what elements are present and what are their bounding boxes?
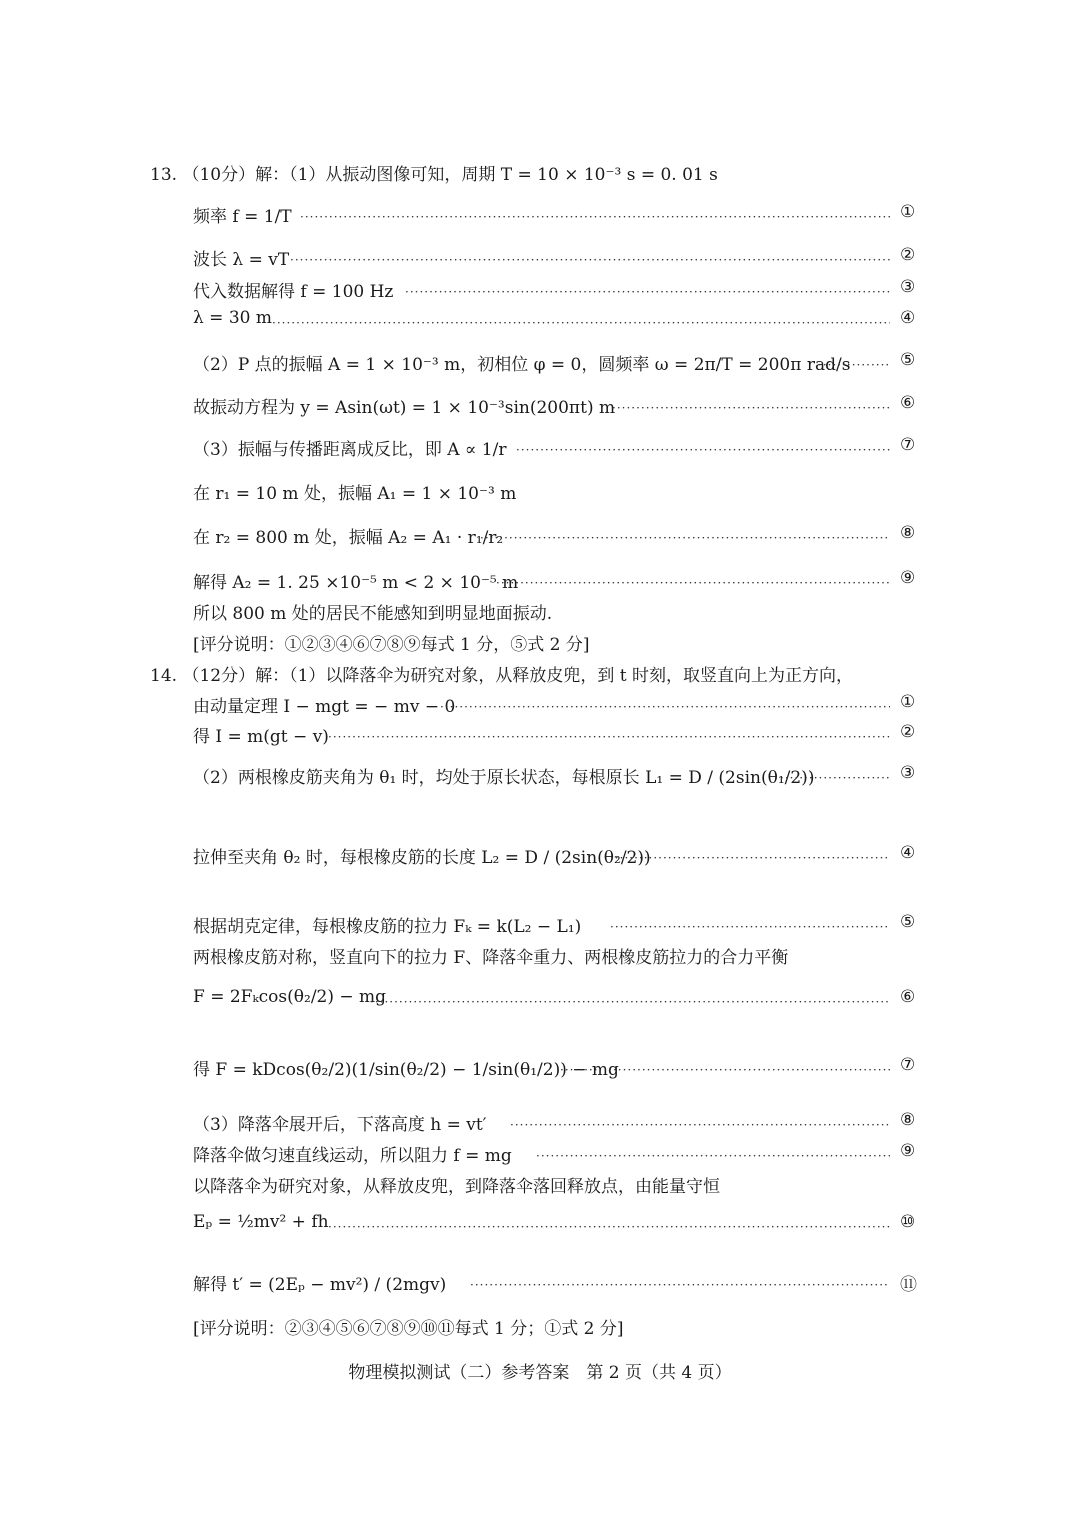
- eq-mark-4: ④: [900, 308, 916, 328]
- q14-line-9: [0, 1110, 1080, 1144]
- q13-header: [0, 160, 1080, 194]
- eq-mark-2b: ②: [900, 722, 916, 742]
- q13-line-7-text: （3）振幅与传播距离成反比，即 A ∝ 1/r: [193, 440, 507, 460]
- leader-dots: [405, 287, 890, 297]
- eq-mark-5: ⑤: [900, 350, 916, 370]
- q13-line-1-text: 频率 f = 1/T: [193, 207, 292, 227]
- leader-dots: [300, 212, 890, 222]
- eq-mark-3b: ③: [900, 763, 916, 783]
- eq-mark-7: ⑦: [900, 435, 916, 455]
- q13-line-6: [0, 393, 1080, 427]
- eq-mark-6: ⑥: [900, 393, 916, 413]
- q14-line-1: [0, 692, 1080, 726]
- q14-line-11-text: 以降落伞为研究对象，从释放皮兜，到降落伞落回释放点，由能量守恒: [193, 1177, 720, 1197]
- q14-line-7: [0, 987, 1080, 1021]
- leader-dots: [328, 732, 890, 742]
- q14-line-11: [0, 1172, 1080, 1206]
- q14-line-6-text: 两根橡皮筋对称，竖直向下的拉力 F、降落伞重力、两根橡皮筋拉力的合力平衡: [193, 948, 789, 968]
- eq-mark-10: ⑩: [900, 1212, 916, 1232]
- q14-scoring-note-text: [评分说明：②③④⑤⑥⑦⑧⑨⑩⑪每式 1 分；①式 2 分]: [193, 1319, 624, 1339]
- q14-line-10: [0, 1141, 1080, 1175]
- q13-line-9: [0, 523, 1080, 557]
- q14-line-12-text: Eₚ = ½mv² + fh: [193, 1212, 329, 1232]
- eq-mark-5b: ⑤: [900, 912, 916, 932]
- q14-line-4-text: 拉伸至夹角 θ₂ 时，每根橡皮筋的长度 L₂ = D / (2sin(θ₂/2)): [193, 848, 651, 868]
- leader-dots: [610, 853, 890, 863]
- q14-line-4: [0, 843, 1080, 877]
- q13-line-5: [0, 350, 1080, 384]
- q14-line-3-text: （2）两根橡皮筋夹角为 θ₁ 时，均处于原长状态，每根原长 L₁ = D / (2sin(θ₁/2)): [193, 768, 815, 788]
- leader-dots: [470, 1280, 890, 1290]
- leader-dots: [510, 1120, 890, 1130]
- q13-line-4-text: λ = 30 m: [193, 308, 272, 328]
- q13-header-text: 13. （10分）解：（1）从振动图像可知，周期 T = 10 × 10⁻³ s = 0. 01 s: [150, 165, 718, 185]
- eq-mark-11: ⑪: [900, 1275, 917, 1295]
- q13-line-8: [0, 479, 1080, 513]
- eq-mark-9: ⑨: [900, 568, 916, 588]
- q13-line-9-text: 在 r₂ = 800 m 处，振幅 A₂ = A₁ · r₁/r₂: [193, 528, 504, 548]
- q14-line-2-text: 得 I = m(gt − v): [193, 727, 329, 747]
- page-footer: 物理模拟测试（二）参考答案 第 2 页（共 4 页）: [348, 1363, 732, 1383]
- q13-line-2: [0, 245, 1080, 279]
- q13-line-10-text: 解得 A₂ = 1. 25 ×10⁻⁵ m < 2 × 10⁻⁵ m: [193, 573, 519, 593]
- q14-line-12: [0, 1212, 1080, 1246]
- q14-header-text: 14. （12分）解：（1）以降落伞为研究对象，从释放皮兜，到 t 时刻，取竖直向上为正方向，: [150, 666, 854, 686]
- leader-dots: [560, 1065, 890, 1075]
- q14-line-1-text: 由动量定理 I − mgt = − mv − 0: [193, 697, 456, 717]
- eq-mark-4b: ④: [900, 843, 916, 863]
- q14-line-8-text: 得 F = kDcos(θ₂/2)(1/sin(θ₂/2) − 1/sin(θ₁/2)) − mg: [193, 1060, 619, 1080]
- q13-line-2-text: 波长 λ = vT: [193, 250, 290, 270]
- leader-dots: [516, 445, 890, 455]
- eq-mark-1b: ①: [900, 692, 916, 712]
- leader-dots: [780, 773, 890, 783]
- q14-line-5: [0, 912, 1080, 946]
- q13-scoring-note: [0, 630, 1080, 664]
- q14-header: [0, 661, 1080, 695]
- q13-line-8-text: 在 r₁ = 10 m 处，振幅 A₁ = 1 × 10⁻³ m: [193, 484, 517, 504]
- q13-line-1: [0, 202, 1080, 236]
- leader-dots: [370, 997, 890, 1007]
- q13-line-7: [0, 435, 1080, 469]
- q14-line-5-text: 根据胡克定律，每根橡皮筋的拉力 Fₖ = k(L₂ − L₁): [193, 917, 582, 937]
- q14-line-7-text: F = 2Fₖcos(θ₂/2) − mg: [193, 987, 387, 1007]
- q13-line-5-text: （2）P 点的振幅 A = 1 × 10⁻³ m，初相位 φ = 0，圆频率 ω = 2π/T = 200π rad/s: [193, 355, 851, 375]
- q14-line-8: [0, 1055, 1080, 1089]
- q13-line-4: [0, 308, 1080, 342]
- leader-dots: [536, 1151, 890, 1161]
- q14-line-6: [0, 943, 1080, 977]
- q14-line-2: [0, 722, 1080, 756]
- leader-dots: [328, 1222, 890, 1232]
- q13-line-10: [0, 568, 1080, 602]
- q13-line-6-text: 故振动方程为 y = Asin(ωt) = 1 × 10⁻³sin(200πt) m: [193, 398, 616, 418]
- q13-conclusion: [0, 599, 1080, 633]
- q14-line-3: [0, 763, 1080, 797]
- q13-line-3-text: 代入数据解得 f = 100 Hz: [193, 282, 394, 302]
- leader-dots: [272, 318, 890, 328]
- eq-mark-3: ③: [900, 277, 916, 297]
- eq-mark-8: ⑧: [900, 523, 916, 543]
- q14-scoring-note: [0, 1314, 1080, 1348]
- q14-line-10-text: 降落伞做匀速直线运动，所以阻力 f = mg: [193, 1146, 512, 1166]
- eq-mark-9b: ⑨: [900, 1141, 916, 1161]
- q14-line-13-text: 解得 t′ = (2Eₚ − mv²) / (2mgv): [193, 1275, 447, 1295]
- eq-mark-7b: ⑦: [900, 1055, 916, 1075]
- eq-mark-8b: ⑧: [900, 1110, 916, 1130]
- leader-dots: [440, 702, 890, 712]
- eq-mark-6b: ⑥: [900, 987, 916, 1007]
- leader-dots: [496, 578, 890, 588]
- leader-dots: [818, 360, 890, 370]
- leader-dots: [480, 533, 890, 543]
- q13-scoring-note-text: [评分说明：①②③④⑥⑦⑧⑨每式 1 分，⑤式 2 分]: [193, 635, 590, 655]
- eq-mark-2: ②: [900, 245, 916, 265]
- eq-mark-1: ①: [900, 202, 916, 222]
- q14-line-9-text: （3）降落伞展开后，下落高度 h = vt′: [193, 1115, 487, 1135]
- leader-dots: [290, 255, 890, 265]
- q13-line-3: [0, 277, 1080, 311]
- q13-conclusion-text: 所以 800 m 处的居民不能感知到明显地面振动.: [193, 604, 553, 624]
- leader-dots: [612, 403, 890, 413]
- q14-line-13: [0, 1270, 1080, 1304]
- leader-dots: [610, 922, 890, 932]
